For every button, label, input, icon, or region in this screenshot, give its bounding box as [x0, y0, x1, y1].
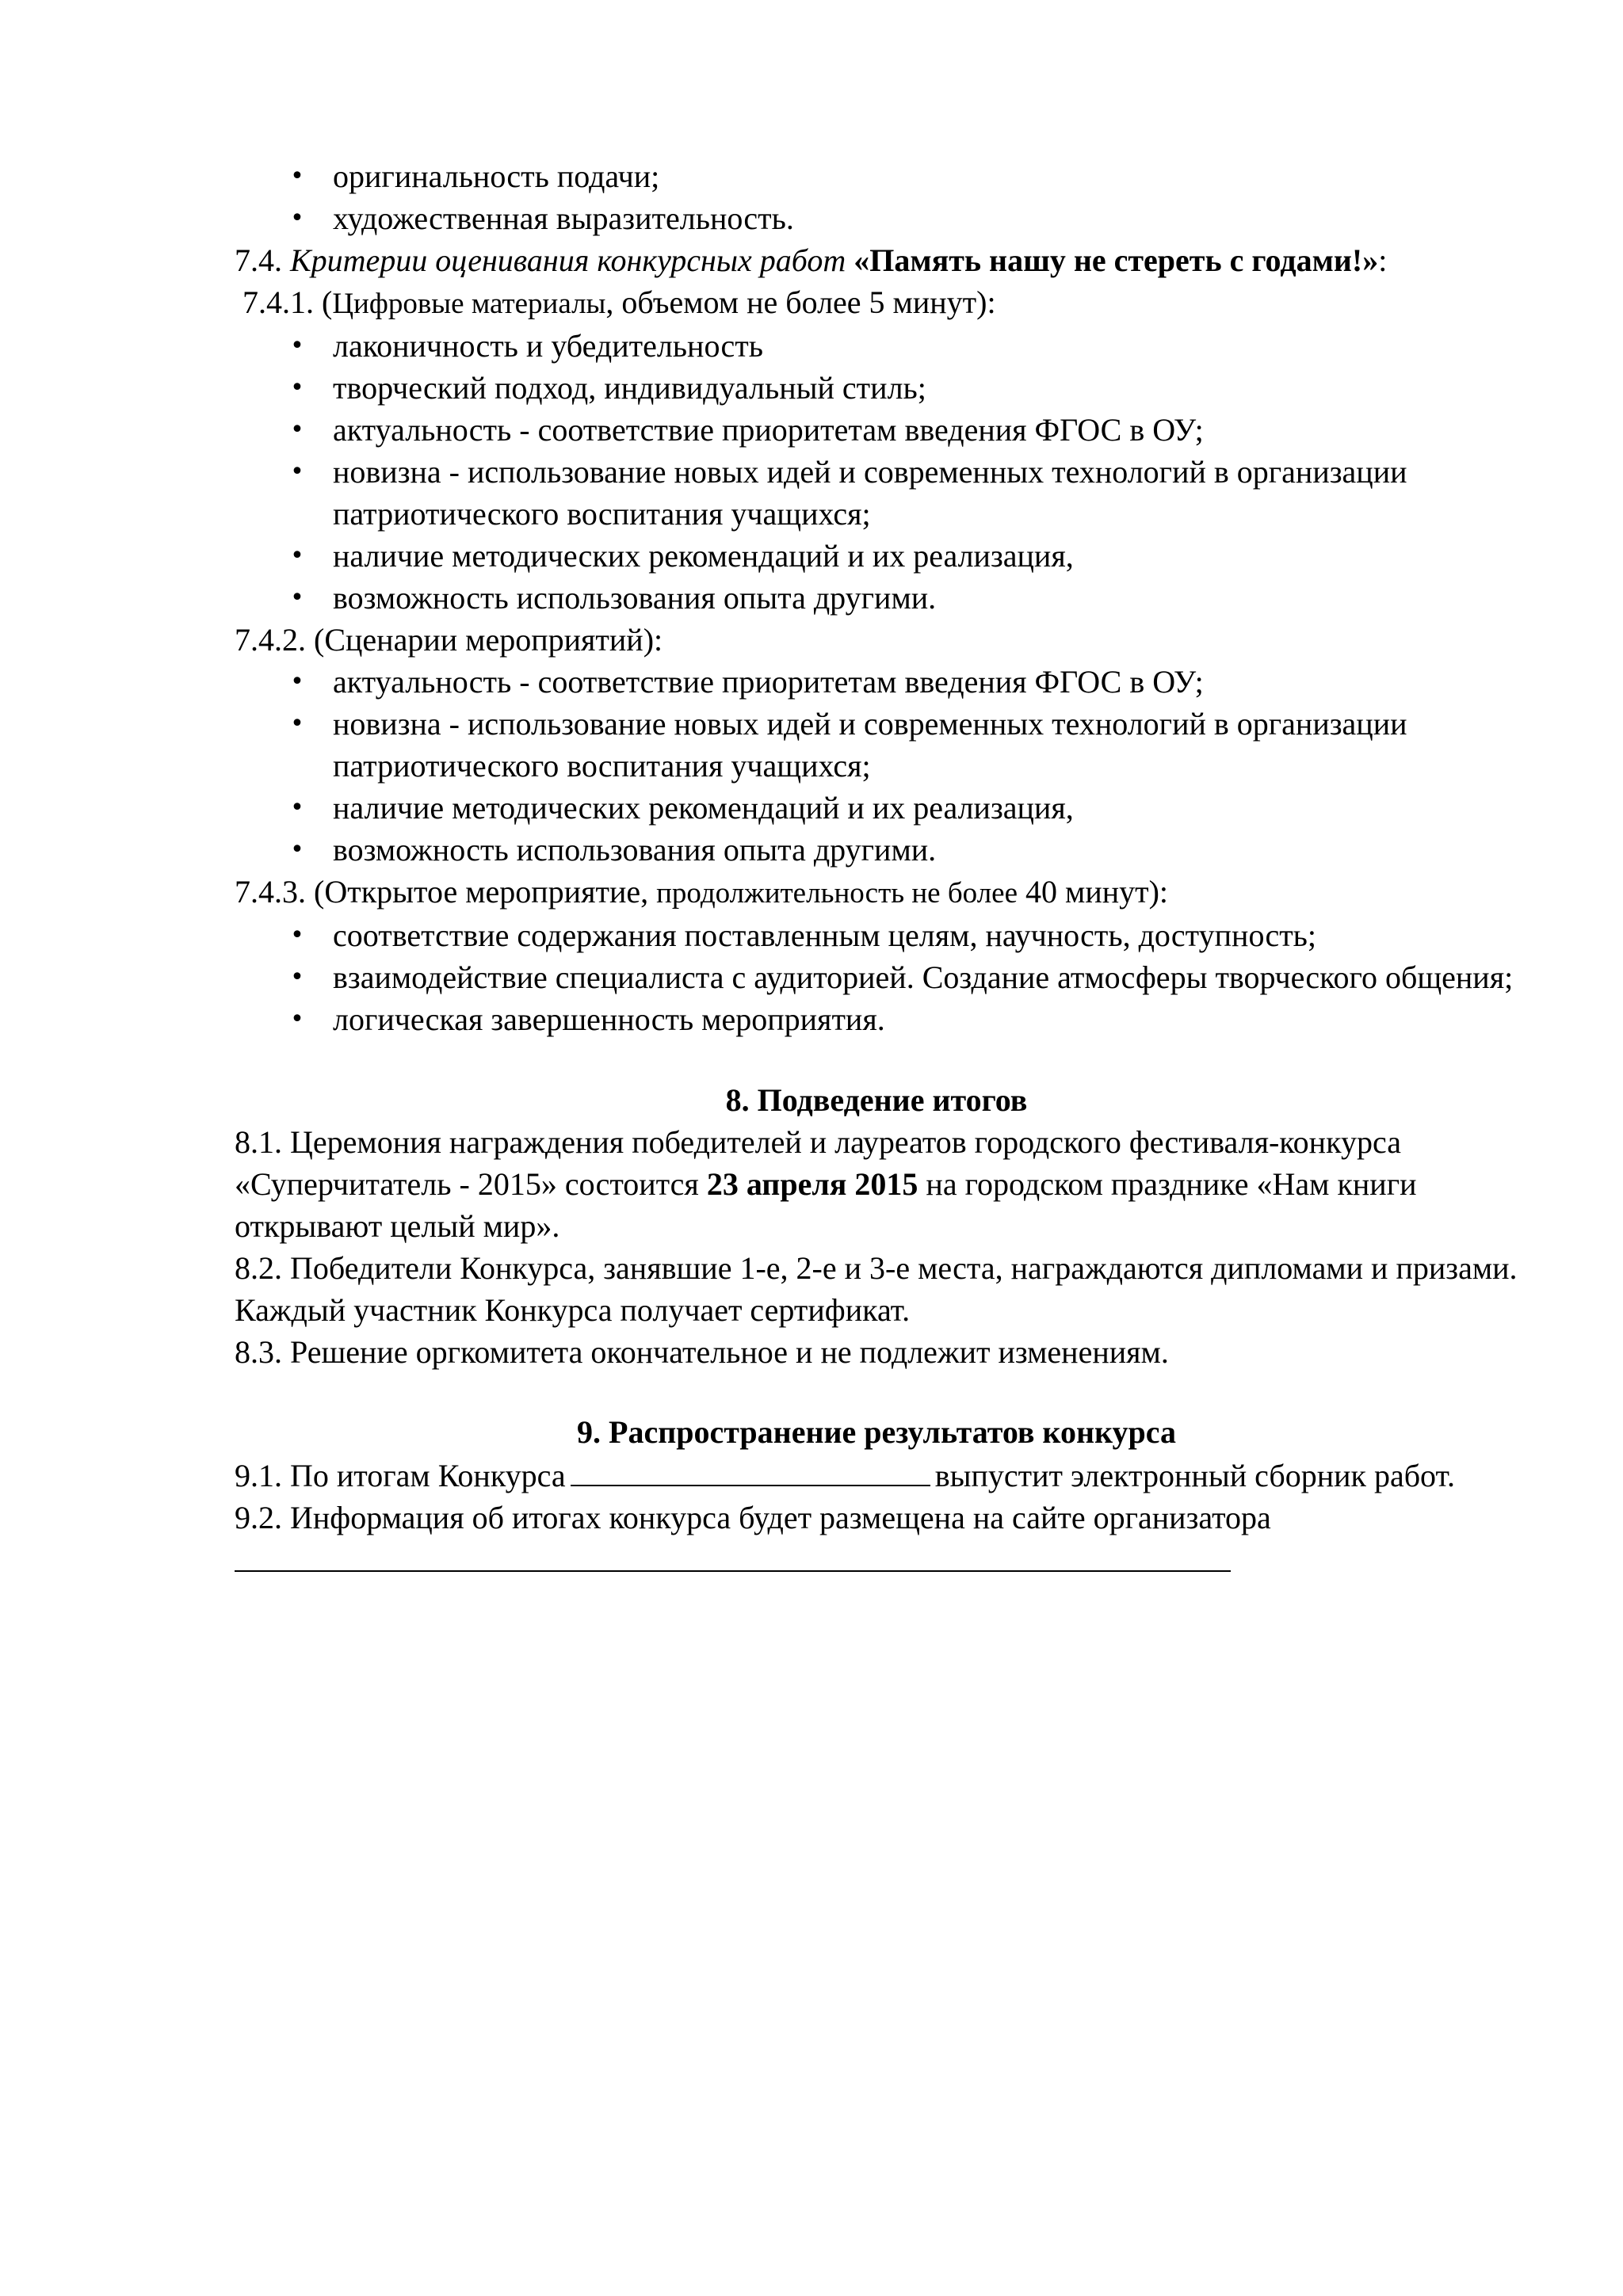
section-gap — [235, 1040, 1518, 1079]
bullet-icon: • — [290, 921, 304, 949]
fill-in-blank-line — [235, 1539, 1231, 1572]
list-item: • логическая завершенность мероприятия. — [235, 998, 1518, 1040]
bullet-icon: • — [290, 584, 304, 612]
bullet-icon: • — [290, 204, 304, 232]
section-7-4-3-title: 7.4.3. (Открытое мероприятие, продолжительность не более 40 минут): — [235, 874, 1169, 910]
section-8-3: 8.3. Решение оргкомитета окончательное и не подлежит изменениям. — [235, 1334, 1169, 1370]
section-7-4-1-title: 7.4.1. (Цифровые материалы, объемом не более 5 минут): — [242, 284, 996, 320]
section-8-2: 8.2. Победители Конкурса, занявшие 1-е, 2-е и 3-е места, награждаются дипломами и призами. Каждый участник Конкурса получает сертификат. — [235, 1250, 1518, 1328]
section-8-1: 8.1. Церемония награждения победителей и лауреатов городского фестиваля-конкурса «Суперчитатель - 2015» состоится 23 апреля 2015 на городском празднике «Нам книги открывают целый мир». — [235, 1124, 1417, 1244]
bullet-icon: • — [290, 374, 304, 402]
list-item: • творческий подход, индивидуальный стиль; — [235, 367, 1518, 409]
bullet-icon: • — [290, 458, 304, 486]
bullet-icon: • — [290, 332, 304, 360]
list-item: • наличие методических рекомендаций и их реализация, — [235, 535, 1518, 577]
section-7-4-title: 7.4. Критерии оценивания конкурсных работ «Память нашу не стереть с годами!»: — [235, 242, 1388, 278]
bullet-icon: • — [290, 668, 304, 696]
list-item: • возможность использования опыта другими. — [235, 829, 1518, 871]
list-item: • лаконичность и убедительность — [235, 325, 1518, 367]
top-bullet-list — [235, 155, 1518, 239]
bullet-icon: • — [290, 710, 304, 738]
section-7-4-1-list — [235, 325, 1518, 619]
list-item: • соответствие содержания поставленным целям, научность, доступность; — [235, 914, 1518, 956]
list-item: • актуальность - соответствие приоритетам введения ФГОС в ОУ; — [235, 661, 1518, 703]
section-9-heading: 9. Распространение результатов конкурса — [577, 1414, 1176, 1450]
bullet-icon: • — [290, 1005, 304, 1033]
list-item: • взаимодействие специалиста с аудиторией. Создание атмосферы творческого общения; — [235, 956, 1518, 998]
section-8-heading: 8. Подведение итогов — [725, 1082, 1028, 1118]
list-item: • актуальность - соответствие приоритетам введения ФГОС в ОУ; — [235, 409, 1518, 451]
list-item: • новизна - использование новых идей и современных технологий в организации патриотического воспитания учащихся; — [235, 703, 1518, 787]
bullet-icon: • — [290, 963, 304, 991]
section-7-4-2-list — [235, 661, 1518, 871]
list-item: • оригинальность подачи; — [235, 155, 1518, 197]
section-7-4-2-title: 7.4.2. (Сценарии мероприятий): — [235, 622, 663, 658]
bullet-icon: • — [290, 794, 304, 822]
section-7-4-3-list — [235, 914, 1518, 1040]
section-gap — [235, 1373, 1518, 1411]
bullet-icon: • — [290, 542, 304, 570]
document-body — [235, 155, 1518, 1572]
list-item: • художественная выразительность. — [235, 197, 1518, 239]
bullet-icon: • — [290, 836, 304, 864]
list-item: • наличие методических рекомендаций и их реализация, — [235, 787, 1518, 829]
bullet-icon: • — [290, 162, 304, 190]
section-9-2: 9.2. Информация об итогах конкурса будет размещена на сайте организатора — [235, 1500, 1271, 1535]
list-item: • новизна - использование новых идей и современных технологий в организации патриотического воспитания учащихся; — [235, 451, 1518, 535]
list-item: • возможность использования опыта другими. — [235, 577, 1518, 619]
fill-in-blank — [571, 1453, 930, 1486]
section-9-1: 9.1. По итогам Конкурса выпустит электронный сборник работ. — [235, 1453, 1518, 1497]
bullet-icon: • — [290, 416, 304, 444]
